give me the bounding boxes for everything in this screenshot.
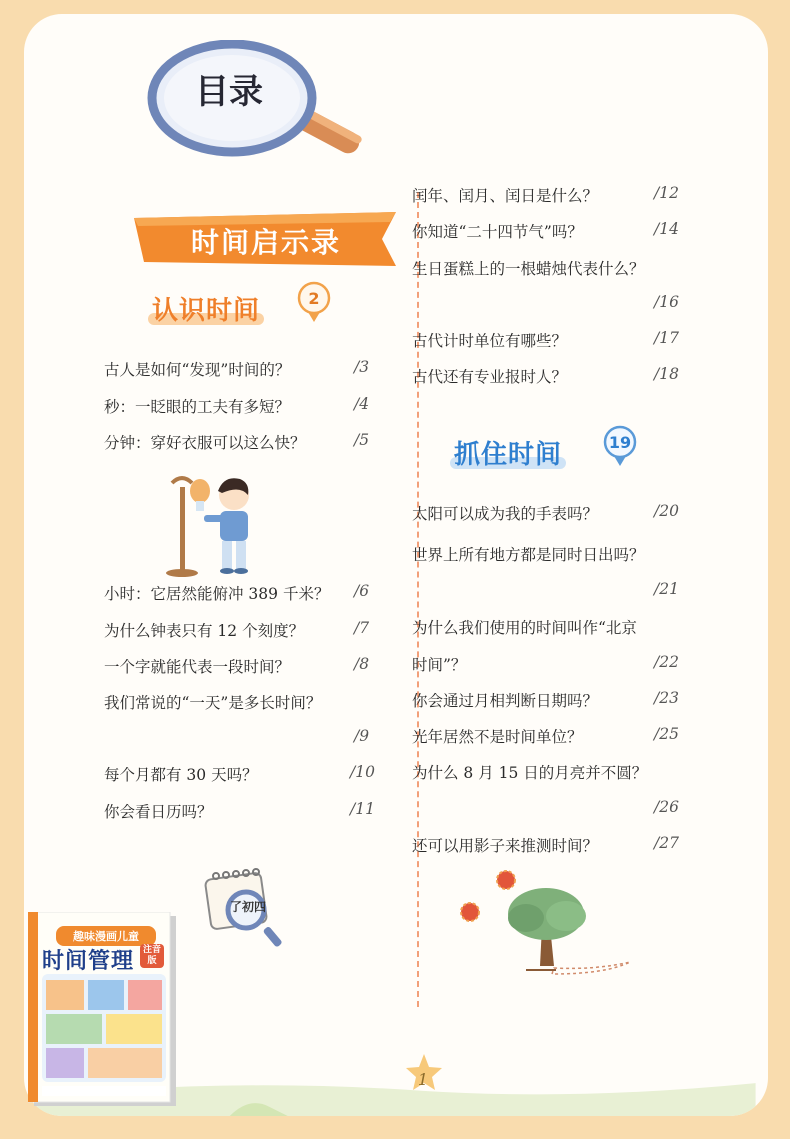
toc-item-right-7[interactable]: 世界上所有地方都是同时日出吗？	[412, 546, 645, 564]
toc-item-left-6[interactable]: 一个字就能代表一段时间？	[104, 658, 291, 676]
toc-page-left-3: /5	[354, 431, 370, 449]
book-edition: 注音版	[140, 944, 164, 968]
column-divider	[417, 192, 419, 1007]
toc-item-right-1[interactable]: 闰年、闰月、闰日是什么？	[412, 187, 599, 205]
toc-item-left-9[interactable]: 你会看日历吗？	[104, 803, 213, 821]
toc-page-left-9: /11	[350, 800, 375, 818]
toc-page-right-2: /14	[654, 220, 679, 238]
toc-item-left-2[interactable]: 秒：一眨眼的工夫有多短？	[104, 398, 291, 416]
toc-item-left-4[interactable]: 小时：它居然能俯冲 389 千米？	[104, 585, 330, 603]
section-2-page: 19	[608, 433, 632, 452]
toc-page-right-12: /27	[654, 834, 679, 852]
toc-page-left-1: /3	[354, 358, 370, 376]
toc-page-right-1: /12	[654, 184, 679, 202]
toc-item-right-8[interactable]: 为什么我们使用的时间叫作“北京	[412, 619, 637, 637]
toc-item-right-9[interactable]: 你会通过月相判断日期吗？	[412, 692, 599, 710]
toc-item-left-7[interactable]: 我们常说的“一天”是多长时间？	[104, 694, 322, 712]
toc-item-right-8-cont[interactable]: 时间”？	[412, 656, 467, 674]
toc-item-left-3[interactable]: 分钟：穿好衣服可以这么快？	[104, 434, 306, 452]
calendar-label: 了初四	[229, 900, 266, 914]
toc-item-left-5[interactable]: 为什么钟表只有 12 个刻度？	[104, 622, 305, 640]
toc-page-left-4: /6	[354, 582, 370, 600]
toc-item-right-3[interactable]: 生日蛋糕上的一根蜡烛代表什么？	[412, 260, 645, 278]
section-title-2: 抓住时间	[454, 434, 562, 471]
toc-page-right-8: /22	[654, 653, 679, 671]
toc-page-right-11: /26	[654, 798, 679, 816]
page-number: 1	[417, 1070, 429, 1089]
toc-page-left-8: /10	[350, 763, 375, 781]
toc-page-left-2: /4	[354, 395, 370, 413]
toc-item-left-1[interactable]: 古人是如何“发现”时间的？	[104, 361, 291, 379]
toc-page-right-3: /16	[654, 293, 679, 311]
boy-illustration	[152, 469, 272, 579]
tree-illustration	[456, 866, 636, 976]
toc-page-right-9: /23	[654, 689, 679, 707]
toc-page-right-4: /17	[654, 329, 679, 347]
toc-page-left-5: /7	[354, 619, 370, 637]
toc-page-right-5: /18	[654, 365, 679, 383]
page-title: 目录	[195, 72, 263, 112]
book-cover	[28, 912, 178, 1108]
toc-item-right-6[interactable]: 太阳可以成为我的手表吗？	[412, 505, 599, 523]
toc-item-right-12[interactable]: 还可以用影子来推测时间？	[412, 837, 599, 855]
toc-item-right-5[interactable]: 古代还有专业报时人？	[412, 368, 568, 386]
toc-page-right-10: /25	[654, 725, 679, 743]
book-title: 时间管理	[42, 949, 135, 974]
toc-page-left-6: /8	[354, 655, 370, 673]
section-title-1: 认识时间	[152, 290, 260, 327]
toc-item-right-11[interactable]: 为什么 8 月 15 日的月亮并不圆？	[412, 764, 648, 782]
toc-item-left-8[interactable]: 每个月都有 30 天吗？	[104, 766, 258, 784]
toc-item-right-10[interactable]: 光年居然不是时间单位？	[412, 728, 583, 746]
toc-item-right-4[interactable]: 古代计时单位有哪些？	[412, 332, 568, 350]
banner-title: 时间启示录	[190, 226, 341, 259]
toc-page-left-7: /9	[354, 727, 370, 745]
section-1-page: 2	[308, 289, 320, 308]
toc-page-right-6: /20	[654, 502, 679, 520]
toc-page-right-7: /21	[654, 580, 679, 598]
book-series: 趣味漫画儿童	[56, 926, 156, 946]
toc-item-right-2[interactable]: 你知道“二十四节气”吗？	[412, 223, 583, 241]
